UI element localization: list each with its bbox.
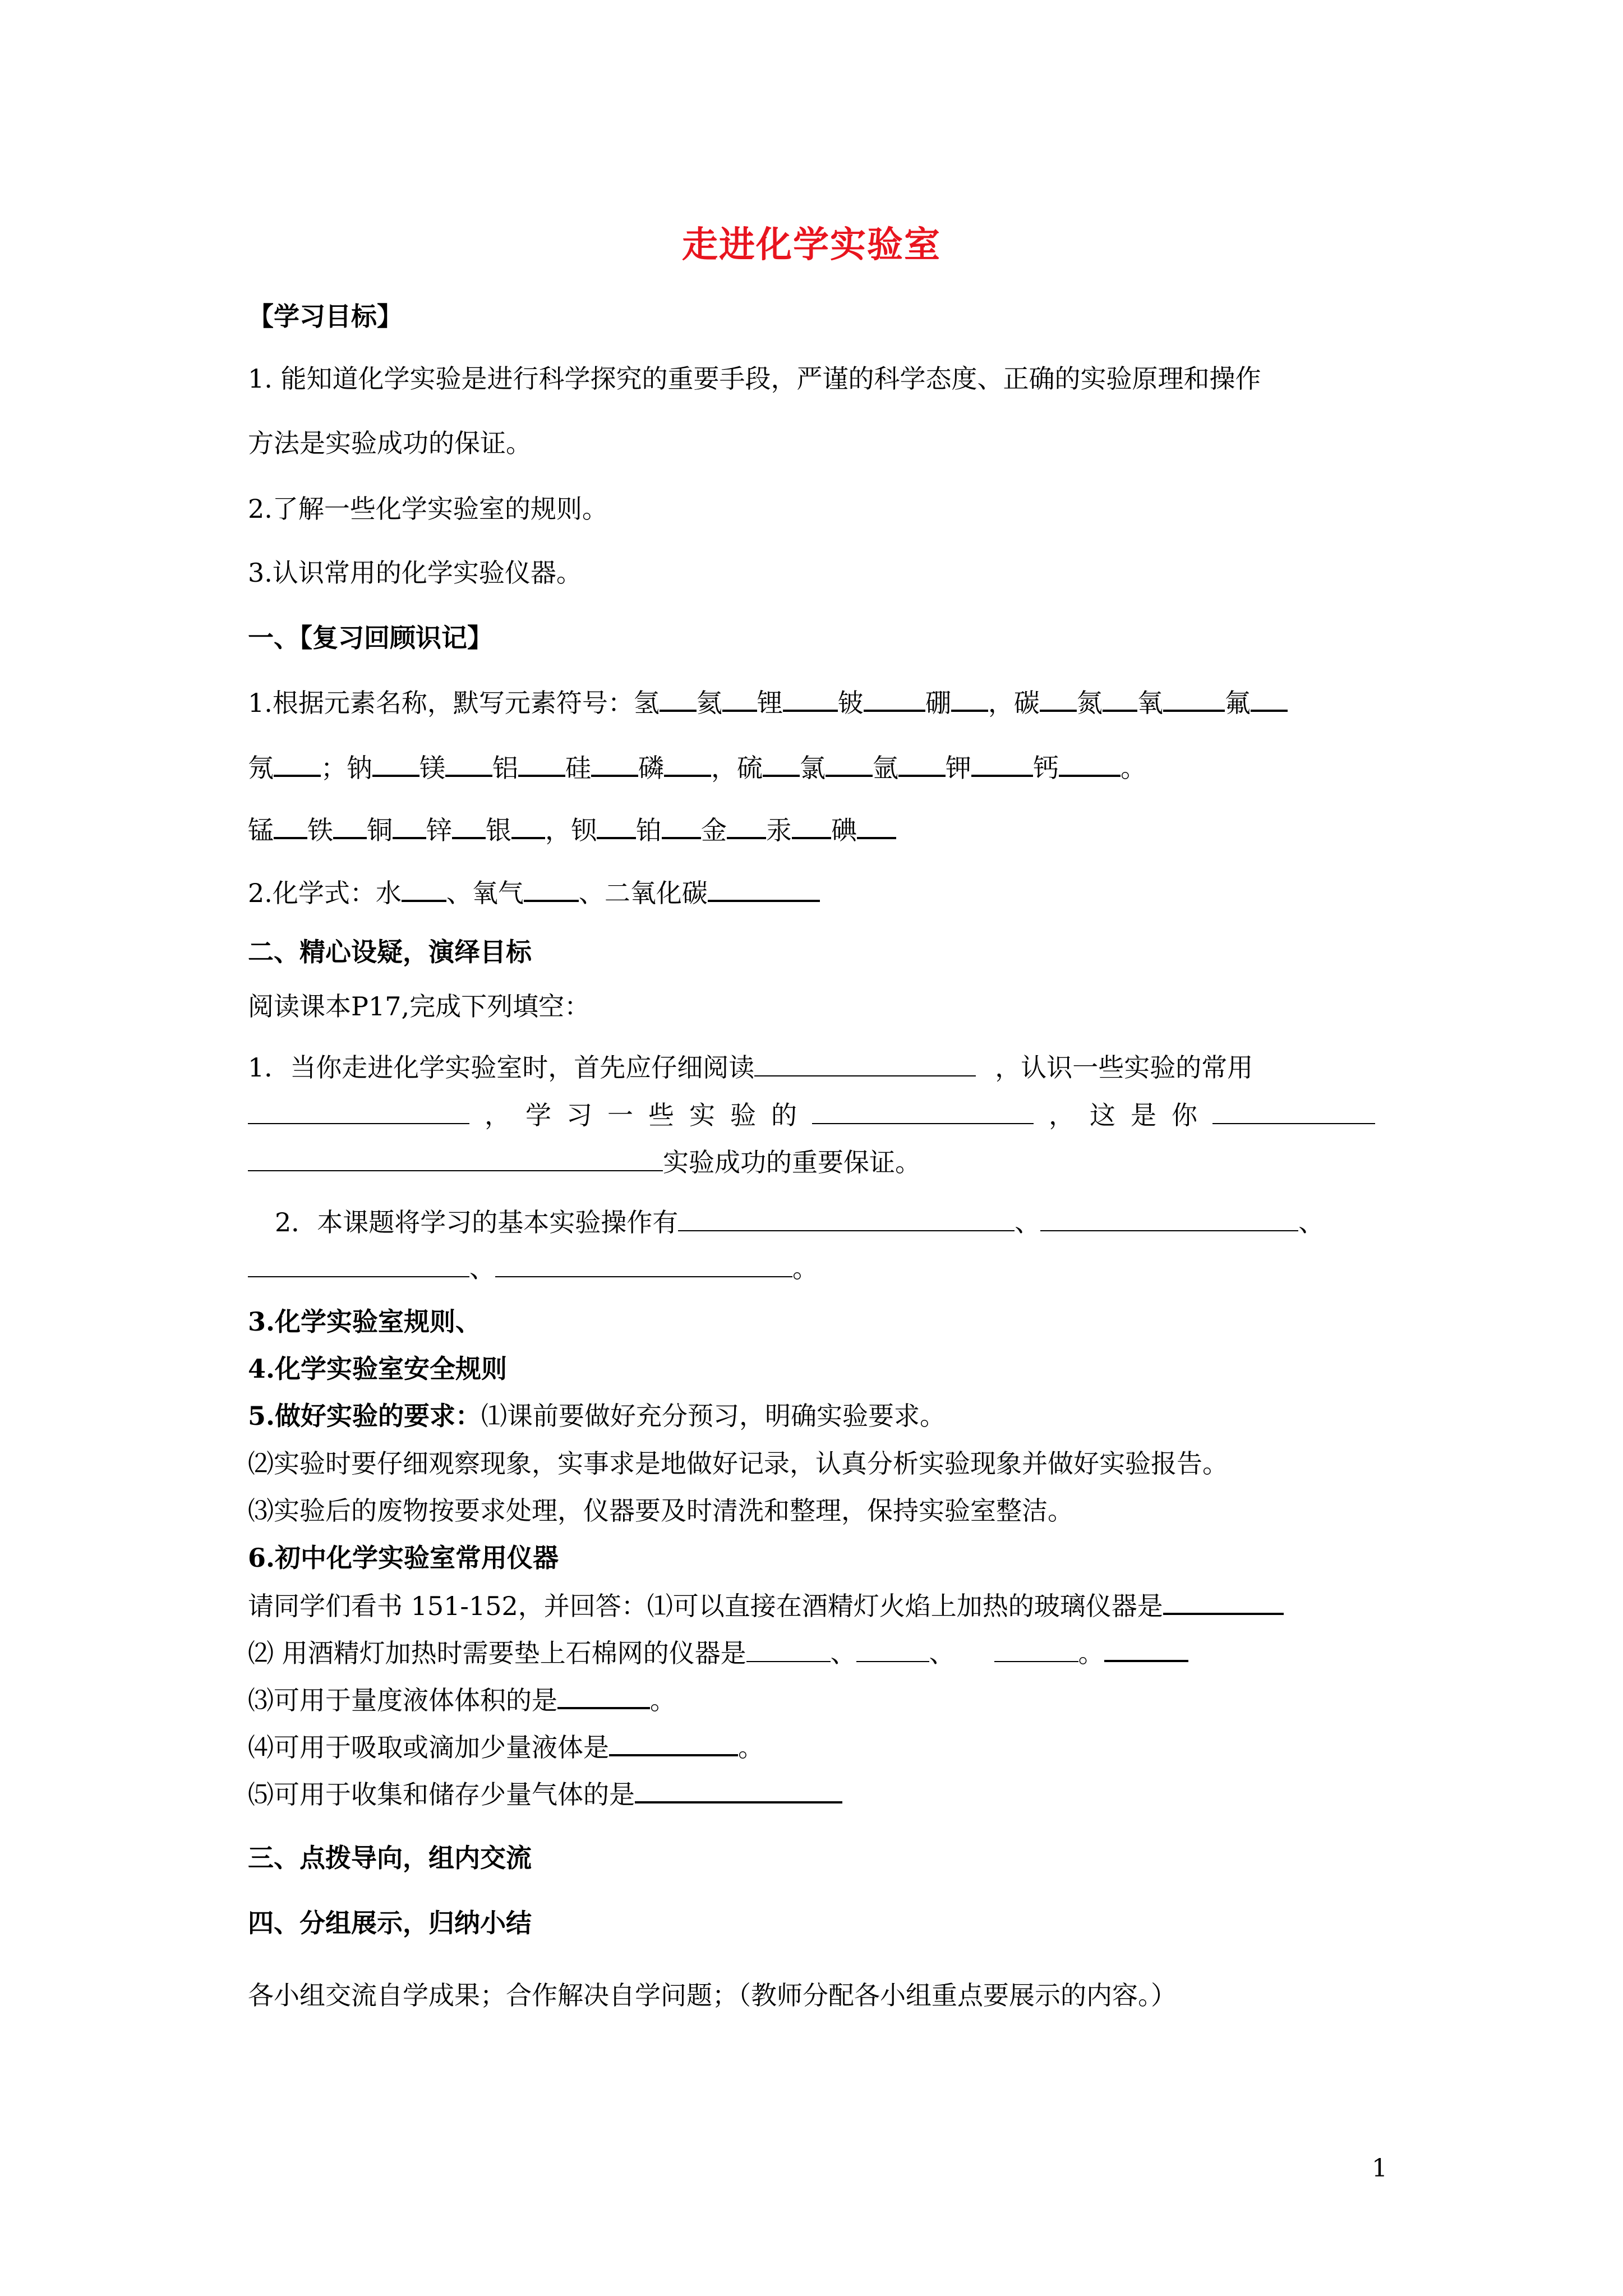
fill-question-1-line-3 [248,1145,921,1179]
answer-blank[interactable] [708,875,820,902]
element-name: 锌 [426,815,452,845]
element-name: 磷 [638,753,664,783]
element-name: 锰 [248,815,274,845]
answer-blank[interactable] [452,812,486,839]
element-symbols-row-3 [248,812,896,847]
question-text: 2.化学式：水 [248,878,402,908]
question-text: ⑵ 用酒精灯加热时需要垫上石棉网的仪器是 [248,1638,746,1668]
element-name: 铂 [636,815,662,845]
answer-blank[interactable] [591,750,638,777]
answer-blank[interactable] [1104,1635,1188,1662]
element-name: 氧 [1137,688,1163,718]
answer-blank[interactable] [274,750,321,777]
answer-blank[interactable] [1212,1098,1375,1124]
element-symbols-row-1 [248,685,1288,720]
objective-2: 2.了解一些化学实验室的规则。 [248,494,608,524]
question-text: ⑷可用于吸取或滴加少量液体是 [248,1732,609,1763]
question-text: ，认识一些实验的常用 [995,1052,1253,1083]
fill-question-1-line-2: ， 学 习 一 些 实 验 的 ， 这 是 你 [248,1098,1375,1132]
element-name: 氢 [633,688,660,718]
requirement-2: ⑵实验时要仔细观察现象，实事求是地做好记录，认真分析实验现象并做好实验报告。 [248,1448,1228,1479]
reading-instruction: 阅读课本P17,完成下列填空： [248,991,591,1022]
question-text: 2．本课题将学习的基本实验操作有 [275,1207,679,1237]
objectives-heading: 【学习目标】 [248,301,403,332]
fill-question-2-line-2: 、 。 [248,1251,818,1285]
punctuation: 。 [1121,753,1146,783]
answer-blank[interactable] [248,1145,663,1171]
answer-blank[interactable] [864,685,925,712]
answer-blank[interactable] [248,1251,469,1277]
answer-blank[interactable] [635,1777,842,1803]
objective-1-line-2: 方法是实验成功的保证。 [248,428,532,458]
element-name: 银 [486,815,511,845]
instrument-question-5 [248,1777,842,1811]
answer-blank[interactable] [722,685,757,712]
element-name: 铍 [837,688,864,718]
requirement-1: ⑴课前要做好充分预习，明确实验要求。 [481,1401,946,1431]
answer-blank[interactable] [792,812,831,839]
element-name: ，硫 [711,753,763,783]
element-name: ，钡 [545,815,597,845]
answer-blank[interactable] [1040,1205,1298,1231]
answer-blank[interactable] [393,812,426,839]
answer-blank[interactable] [746,1636,831,1662]
answer-blank[interactable] [826,750,873,777]
element-name: ；钠 [321,753,372,783]
answer-blank[interactable] [951,685,988,712]
requirement-3: ⑶实验后的废物按要求处理，仪器要及时清洗和整理，保持实验室整洁。 [248,1496,1073,1526]
instruments-heading: 6.初中化学实验室常用仪器 [248,1543,559,1573]
answer-blank[interactable] [660,685,697,712]
answer-blank[interactable] [994,1636,1078,1662]
answer-blank[interactable] [678,1205,1015,1231]
element-name: 硼 [925,688,951,718]
section-3-heading: 三、点拨导向，组内交流 [248,1843,532,1873]
requirements-line-1 [248,1399,946,1433]
fill-question-2-line-1: 2．本课题将学习的基本实验操作有 、 、 [275,1205,1324,1239]
answer-blank[interactable] [898,750,946,777]
element-name: 氖 [248,753,274,783]
element-name: 镁 [419,753,445,783]
answer-blank[interactable] [856,1636,929,1662]
answer-blank[interactable] [597,812,636,839]
element-name: 氩 [873,753,898,783]
answer-blank[interactable] [971,750,1033,777]
section-2-heading: 二、精心设疑，演绎目标 [248,937,532,967]
question-text: 、二氧化碳 [578,878,708,908]
element-name: ，碳 [988,688,1040,718]
question-text: 1．当你走进化学实验室时，首先应仔细阅读 [248,1052,755,1083]
answer-blank[interactable] [609,1729,738,1756]
element-name: 钾 [946,753,971,783]
answer-blank[interactable] [518,750,565,777]
question-text: ⑶可用于量度液体体积的是 [248,1685,557,1715]
answer-blank[interactable] [1163,1588,1284,1615]
answer-blank[interactable] [511,812,545,839]
answer-blank[interactable] [754,1051,976,1076]
element-name: 金 [701,815,727,845]
question-text: ⑸可用于收集和储存少量气体的是 [248,1779,635,1810]
review-heading: 一、【复习回顾识记】 [248,623,493,653]
instrument-question-3: ⑶可用于量度液体体积的是 。 [248,1682,676,1717]
answer-blank[interactable] [1251,685,1288,712]
element-name: 铝 [492,753,518,783]
answer-blank[interactable] [727,812,766,839]
element-name: 锂 [757,688,783,718]
answer-blank[interactable] [783,685,838,712]
answer-blank[interactable] [857,812,896,839]
formula-question [248,875,820,910]
element-name: 铁 [307,815,333,845]
element-name: 铜 [367,815,393,845]
answer-blank[interactable] [402,875,446,902]
answer-blank[interactable] [248,1098,469,1124]
requirements-heading: 5.做好实验的要求： [248,1401,482,1431]
instrument-question-2: ⑵ 用酒精灯加热时需要垫上石棉网的仪器是 、 、 。 [248,1635,1188,1670]
element-name: 氟 [1224,688,1251,718]
section-4-heading: 四、分组展示，归纳小结 [248,1908,532,1938]
objective-1-line-1: 1. 能知道化学实验是进行科学探究的重要手段，严谨的科学态度、正确的实验原理和操作 [248,364,1261,394]
element-name: 钙 [1033,753,1059,783]
page-title: 走进化学实验室 [682,224,941,266]
answer-blank[interactable] [763,750,800,777]
answer-blank[interactable] [445,750,492,777]
answer-blank[interactable] [372,750,419,777]
answer-blank[interactable] [1059,750,1121,777]
objective-3: 3.认识常用的化学实验仪器。 [248,558,582,588]
answer-blank[interactable] [812,1098,1034,1124]
answer-blank[interactable] [524,875,579,902]
element-name: 碘 [831,815,857,845]
instrument-question-1 [248,1588,1284,1623]
question-text: 、氧气 [446,878,524,908]
question-text: 1.根据元素名称，默写元素符号： [248,688,634,718]
lab-rules-heading: 3.化学实验室规则、 [248,1306,482,1337]
question-text: 实验成功的重要保证。 [663,1147,921,1177]
element-symbols-row-2 [248,750,1146,785]
element-name: 氮 [1076,688,1103,718]
element-name: 氯 [800,753,826,783]
question-text: 请同学们看书 151-152，并回答：⑴可以直接在酒精灯火焰上加热的玻璃仪器是 [248,1591,1163,1621]
answer-blank[interactable] [1163,685,1225,712]
element-name: 硅 [565,753,591,783]
answer-blank[interactable] [274,812,307,839]
answer-blank[interactable] [333,812,367,839]
answer-blank[interactable] [1040,685,1077,712]
element-name: 氦 [696,688,722,718]
lab-safety-heading: 4.化学实验室安全规则 [248,1354,508,1384]
section-4-text: 各小组交流自学成果；合作解决自学问题；（教师分配各小组重点要展示的内容。） [248,1980,1177,2010]
answer-blank[interactable] [495,1251,792,1277]
fill-question-1-line-1 [248,1051,1253,1084]
answer-blank[interactable] [1103,685,1137,712]
answer-blank[interactable] [664,750,711,777]
element-name: 汞 [766,815,792,845]
answer-blank[interactable] [662,812,701,839]
answer-blank[interactable] [557,1682,650,1709]
page-number: 1 [1372,2154,1387,2183]
instrument-question-4: ⑷可用于吸取或滴加少量液体是 。 [248,1729,764,1764]
